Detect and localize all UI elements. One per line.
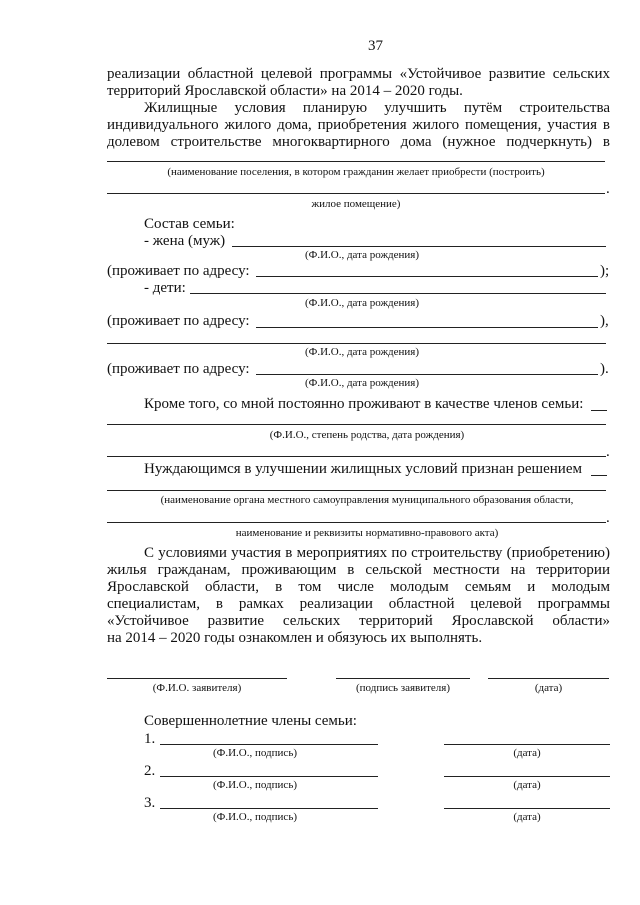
applicant-sign-line[interactable] — [336, 678, 470, 679]
settlement-field-line[interactable] — [107, 161, 605, 162]
adult-row-2-date-caption: (дата) — [513, 779, 541, 791]
adult-row-2-fio-caption: (Ф.И.О., подпись) — [213, 779, 297, 791]
children-label: - дети: — [144, 280, 186, 296]
address-field-line-2[interactable] — [256, 327, 598, 328]
housing-line-3: долевом строительстве многоквартирного дома (нужное подчеркнуть) в — [107, 134, 610, 150]
adult-row-3-num: 3. — [144, 795, 156, 811]
conditions-line-6: на 2014 – 2020 годы ознакомлен и обязуюсь их выполнять. — [107, 630, 483, 646]
spouse-field-line[interactable] — [232, 246, 606, 247]
adult-row-3-fio-caption: (Ф.И.О., подпись) — [213, 811, 297, 823]
act-field-line[interactable] — [107, 522, 606, 523]
adult-row-1-fio-line[interactable] — [160, 744, 378, 745]
spouse-caption: (Ф.И.О., дата рождения) — [304, 249, 420, 261]
spouse-label: - жена (муж) — [144, 233, 226, 249]
conditions-line-1: С условиями участия в мероприятиях по строительству (приобретению) — [144, 545, 610, 561]
address-label-3: (проживает по адресу: — [107, 361, 250, 377]
applicant-sign-caption: (подпись заявителя) — [355, 682, 451, 694]
address-label-1: (проживает по адресу: — [107, 263, 250, 279]
child-2-field-line[interactable] — [107, 343, 606, 344]
housing-line-2: индивидуального жилого дома, приобретения жилого помещения, участия в — [107, 117, 610, 133]
child-2-caption: (Ф.И.О., дата рождения) — [304, 346, 420, 358]
authority-caption: (наименование органа местного самоуправления муниципального образования области, — [160, 494, 574, 506]
also-live-field-line-2[interactable] — [107, 456, 606, 457]
conditions-line-4: специалистам, в рамках реализации областной целевой программы — [107, 596, 610, 612]
act-caption: наименование и реквизиты нормативно-правового акта) — [235, 527, 499, 539]
also-live-field-line[interactable] — [107, 424, 606, 425]
need-text: Нуждающимся в улучшении жилищных условий признан решением — [144, 461, 582, 477]
address-3-caption: (Ф.И.О., дата рождения) — [304, 377, 420, 389]
document-page: 37 реализации областной целевой программы «Устойчивое развитие сельских территорий Ярославской области» на 2014 – 2020 годы. Жилищные условия планирую улучшить путём строительства индивидуального жилого дома, приобретения жилого помещения, участия в долевом строительстве многоквартирного дома (нужное подчеркнуть) в (наименование поселения, в котором гражданин желает приобрести (построить) . жилое помещение) Состав семьи: - жена (муж) (Ф.И.О., дата рождения) (проживает по адресу: ); - дети: (Ф.И.О., дата рождения) (проживает по адресу: ), (Ф.И.О., дата рождения) (проживает по адресу: ). (Ф.И.О., дата рождения) Кроме того, со мной постоянно проживают в качестве членов семьи: (Ф.И.О., степень родства, дата рождения) . Нуждающимся в улучшении жилищных условий признан решением (наименование органа местного самоуправления муниципального образования области, . наименование и реквизиты нормативно-правового акта) С условиями участия в мероприятиях по строительству (приобретению) жилья гражданам, проживающим в сельской местности на территории Ярославской области, в том числе молодым семьям и молодым специалистам, в рамках реализации областной целевой программы «Устойчивое развитие сельских территорий Ярославской области» на 2014 – 2020 годы ознакомлен и обязуюсь их выполнять. (Ф.И.О. заявителя) (подпись заявителя) (дата) Совершеннолетние члены семьи: 1. (Ф.И.О., подпись) (дата) 2. (Ф.И.О., подпись) (дата) 3. (Ф.И.О., подпись) (дата) — [0, 0, 640, 905]
settlement-field-line-2[interactable] — [107, 193, 605, 194]
conditions-line-3: Ярославской области, в том числе молодым семьям и молодым — [107, 579, 610, 595]
housing-line-1: Жилищные условия планирую улучшить путём строительства — [144, 100, 610, 116]
adult-row-3-date-caption: (дата) — [513, 811, 541, 823]
applicant-fio-line[interactable] — [107, 678, 287, 679]
address-end-2: ), — [600, 313, 609, 329]
adults-heading: Совершеннолетние члены семьи: — [144, 713, 357, 729]
authority-field-line[interactable] — [107, 490, 606, 491]
adult-row-1-date-caption: (дата) — [513, 747, 541, 759]
address-field-line-1[interactable] — [256, 276, 598, 277]
adult-row-2-date-line[interactable] — [444, 776, 610, 777]
children-field-line[interactable] — [190, 293, 606, 294]
address-label-2: (проживает по адресу: — [107, 313, 250, 329]
also-live-field-start[interactable] — [591, 410, 607, 411]
address-field-line-3[interactable] — [256, 374, 598, 375]
intro-line-2: территорий Ярославской области» на 2014 – 2020 годы. — [107, 83, 463, 99]
applicant-fio-caption: (Ф.И.О. заявителя) — [152, 682, 242, 694]
applicant-date-caption: (дата) — [534, 682, 563, 694]
need-field-start[interactable] — [591, 475, 607, 476]
adult-row-1-fio-caption: (Ф.И.О., подпись) — [213, 747, 297, 759]
family-heading: Состав семьи: — [144, 216, 235, 232]
adult-row-2-num: 2. — [144, 763, 156, 779]
conditions-line-2: жилья гражданам, проживающим в сельской местности на территории — [107, 562, 610, 578]
settlement-caption: (наименование поселения, в котором гражданин желает приобрести (построить) — [167, 166, 545, 178]
also-live-text: Кроме того, со мной постоянно проживают в качестве членов семьи: — [144, 396, 584, 412]
applicant-date-line[interactable] — [488, 678, 609, 679]
conditions-line-5: «Устойчивое развитие сельских территорий Ярославской области» — [107, 613, 610, 629]
intro-line-1: реализации областной целевой программы «Устойчивое развитие сельских — [107, 66, 610, 82]
adult-row-3-date-line[interactable] — [444, 808, 610, 809]
dwelling-caption: жилое помещение) — [311, 198, 401, 210]
adult-row-3-fio-line[interactable] — [160, 808, 378, 809]
page-number: 37 — [368, 38, 383, 54]
adult-row-2-fio-line[interactable] — [160, 776, 378, 777]
children-caption: (Ф.И.О., дата рождения) — [304, 297, 420, 309]
adult-row-1-date-line[interactable] — [444, 744, 610, 745]
adult-row-1-num: 1. — [144, 731, 156, 747]
address-end-1: ); — [600, 263, 610, 279]
address-end-3: ). — [600, 361, 609, 377]
relation-caption: (Ф.И.О., степень родства, дата рождения) — [269, 429, 465, 441]
